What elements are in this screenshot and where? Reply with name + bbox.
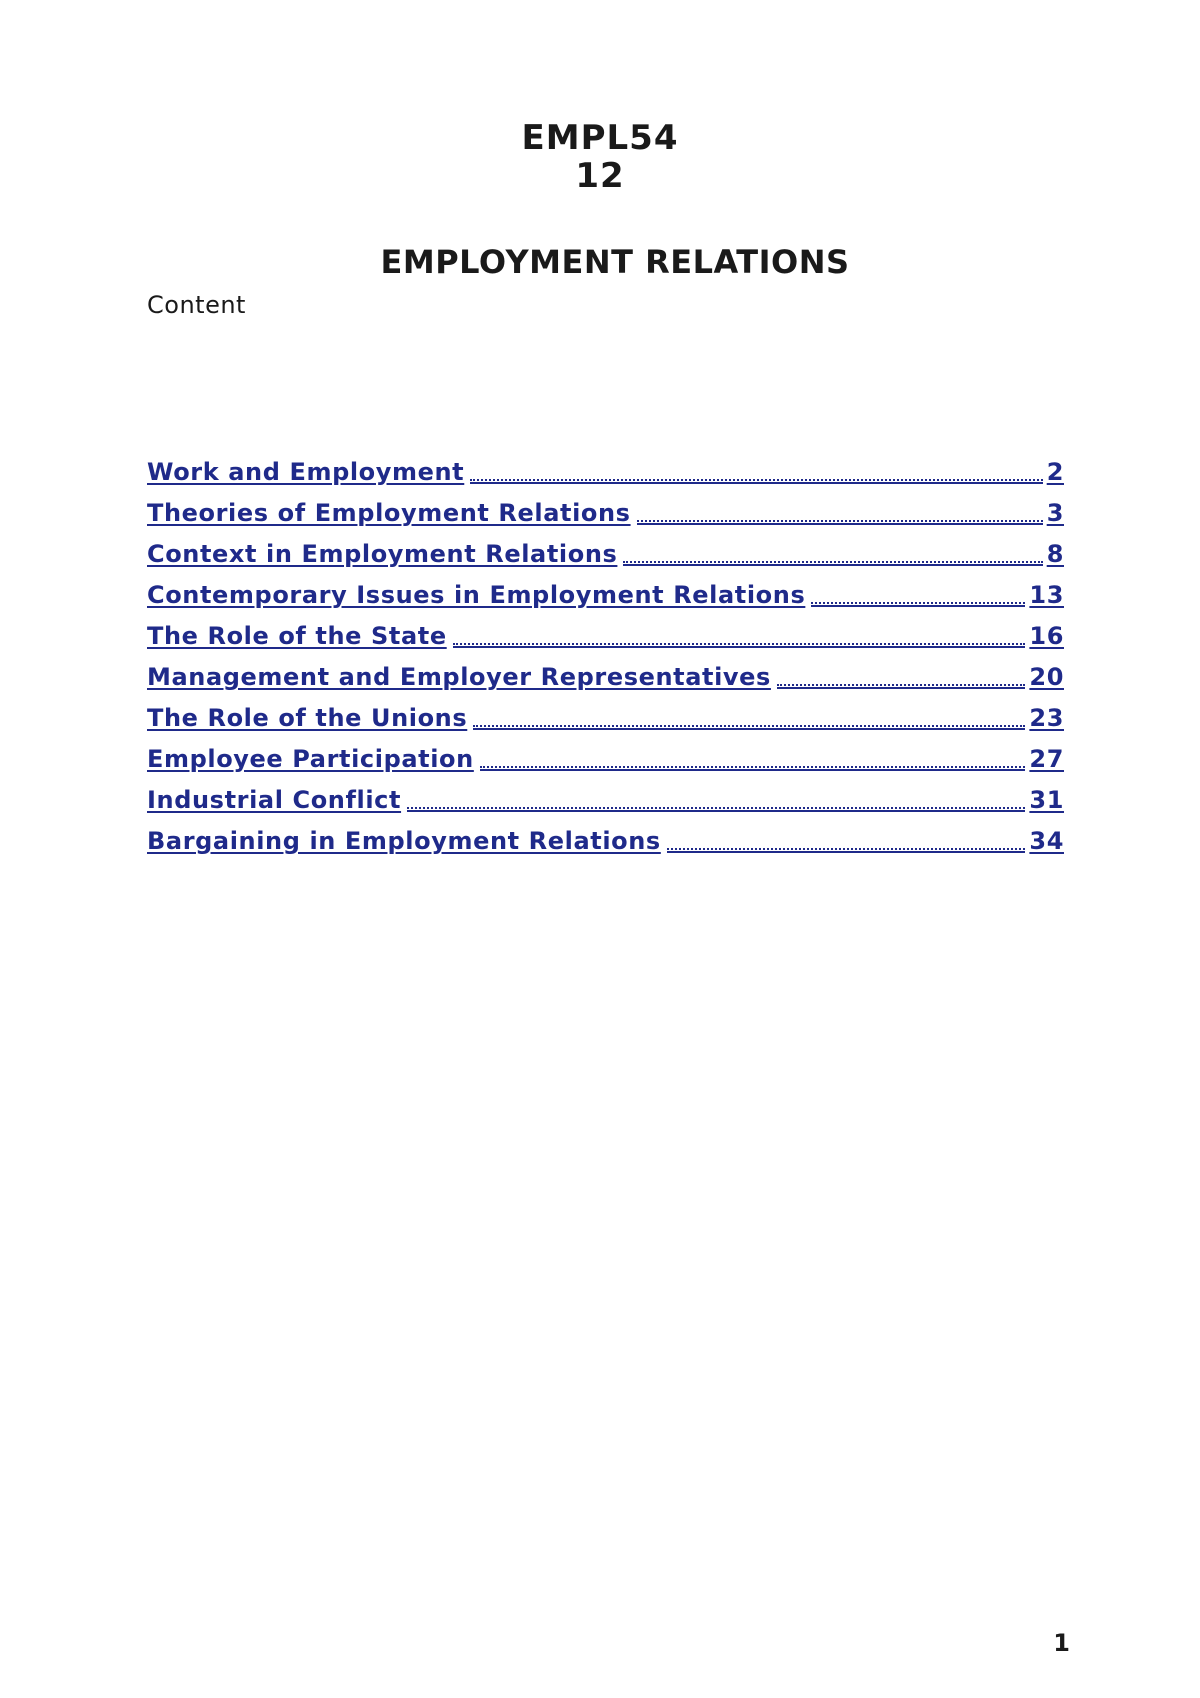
toc-entry-page-number: 3 [1046,499,1064,527]
toc-entry-title: Employee Participation [147,745,474,773]
toc-dot-leader [623,561,1042,563]
toc-dot-leader [470,479,1042,481]
course-code-line-2: 12 [575,156,625,196]
toc-entry-title: Context in Employment Relations [147,540,618,568]
toc-entry-page-number: 27 [1029,745,1064,773]
toc-dot-leader [811,602,1025,604]
toc-entry-title: Bargaining in Employment Relations [147,827,661,855]
toc-entry-employee-participation[interactable] [147,733,1064,774]
toc-entry-page-number: 20 [1029,663,1064,691]
course-code-line-1: EMPL54 [521,118,679,158]
toc-dot-leader [407,807,1025,809]
footer-page-number: 1 [1053,1629,1070,1657]
toc-entry-management[interactable] [147,651,1064,692]
toc-entry-title: Theories of Employment Relations [147,499,631,527]
toc-dot-leader [473,725,1025,727]
toc-entry-title: Work and Employment [147,458,465,486]
toc-entry-page-number: 34 [1029,827,1064,855]
toc-entry-title: The Role of the State [147,622,447,650]
toc-entry-role-of-unions[interactable] [147,692,1064,733]
toc-entry-title: Contemporary Issues in Employment Relations [147,581,806,609]
toc-entry-bargaining[interactable] [147,815,1064,856]
toc-dot-leader [667,848,1026,850]
toc-entry-role-of-state[interactable] [147,610,1064,651]
toc-dot-leader [453,643,1026,645]
toc-entry-context[interactable] [147,528,1064,569]
contents-label: Content [147,291,246,319]
table-of-contents [147,446,1064,856]
toc-entry-page-number: 23 [1029,704,1064,732]
toc-entry-contemporary-issues[interactable] [147,569,1064,610]
toc-dot-leader [637,520,1043,522]
toc-entry-title: Management and Employer Representatives [147,663,771,691]
toc-entry-page-number: 13 [1029,581,1064,609]
toc-entry-theories[interactable] [147,487,1064,528]
toc-entry-industrial-conflict[interactable] [147,774,1064,815]
toc-dot-leader [777,684,1025,686]
toc-entry-title: Industrial Conflict [147,786,402,814]
toc-entry-page-number: 16 [1029,622,1064,650]
toc-entry-title: The Role of the Unions [147,704,468,732]
toc-entry-page-number: 31 [1029,786,1064,814]
toc-entry-page-number: 8 [1046,540,1064,568]
toc-entry-page-number: 2 [1046,458,1064,486]
toc-dot-leader [480,766,1026,768]
toc-entry-work-and-employment[interactable] [147,446,1064,487]
document-title: EMPLOYMENT RELATIONS [380,243,850,281]
